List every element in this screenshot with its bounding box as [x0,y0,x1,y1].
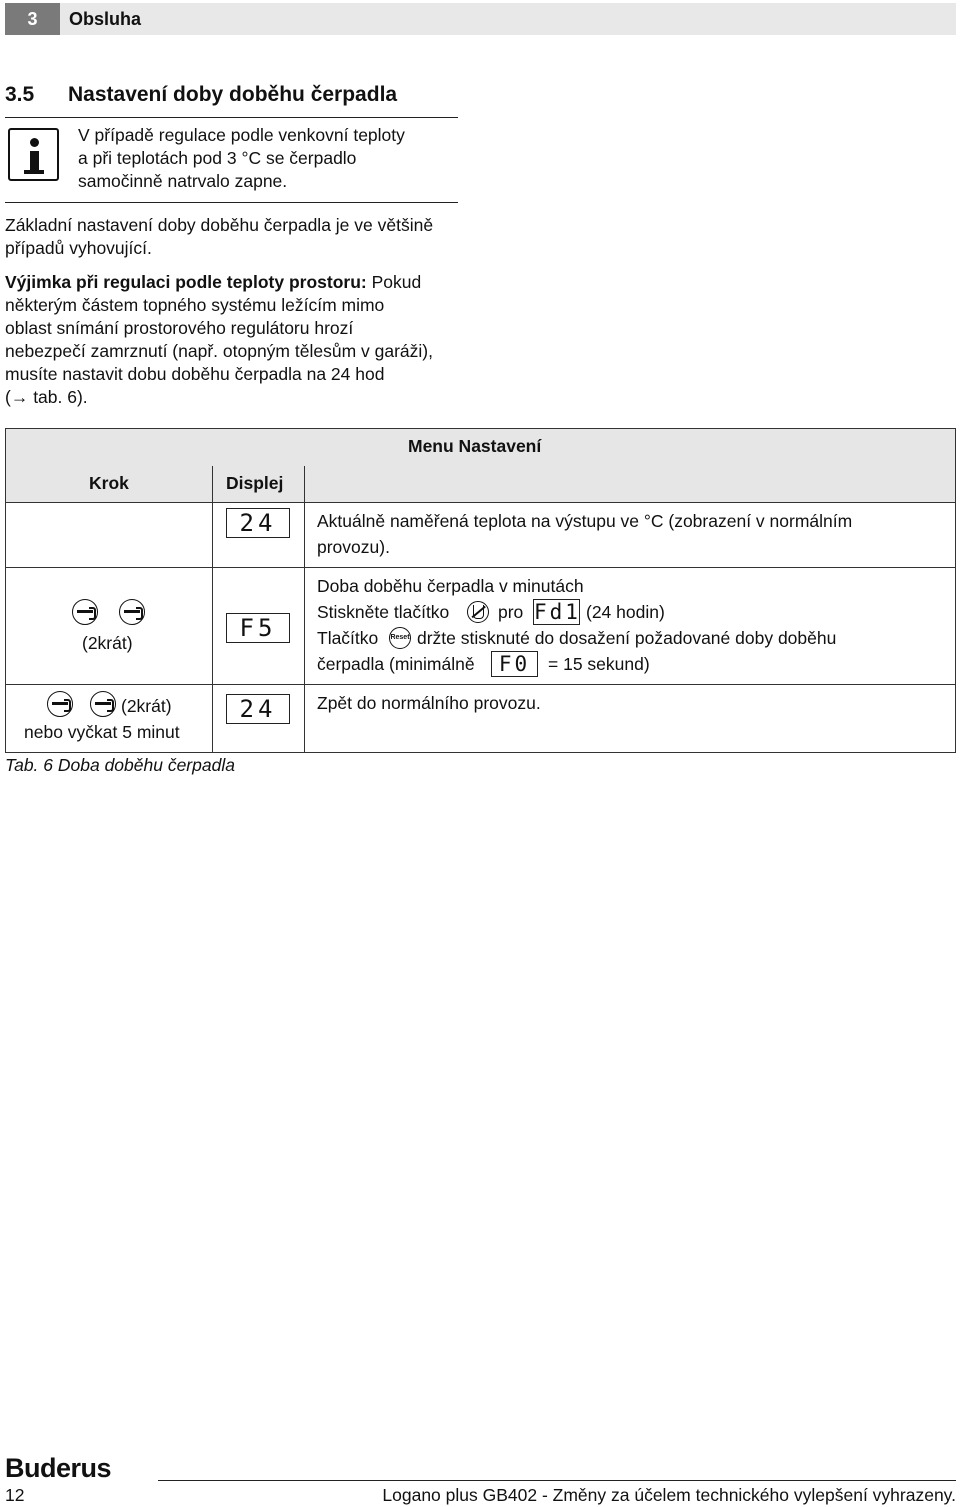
desc-text: (24 hodin) [586,602,665,622]
desc-text: Stiskněte tlačítko [317,602,450,622]
info-icon [8,128,59,181]
section-title: Nastavení doby doběhu čerpadla [68,83,398,106]
footer-text: Logano plus GB402 - Změny za účelem technického vylepšení vyhrazeny. [382,1485,956,1505]
divider [5,202,458,203]
page-number: 12 [5,1485,25,1505]
group-header: Menu Nastavení [408,436,542,456]
paragraph-text: Pokud [371,272,422,292]
info-line: a při teplotách pod 3 °C se čerpadlo [78,148,357,168]
table-header-desc [304,466,956,503]
lcd-display: 24 [226,694,290,724]
paragraph-line: případů vyhovující. [5,238,152,258]
table-row [5,567,213,685]
table-row [5,502,213,568]
wrench-button-icon [47,691,73,717]
table-header-step [5,466,213,503]
paragraph-line: oblast snímání prostorového regulátoru hrozí [5,318,354,338]
paragraph-line: Základní nastavení doby doběhu čerpadla je ve většině [5,215,434,235]
footer-divider [158,1480,956,1481]
desc-text: Tlačítko [317,628,379,648]
desc-text: = 15 sekund) [548,654,650,674]
display-cell [212,684,305,753]
paragraph-line: nebezpečí zamrznutí (např. otopným tělesům v garáži), [5,341,433,361]
col-display-label: Displej [226,473,284,493]
chapter-title: Obsluha [69,9,142,29]
desc-line: Zpět do normálního provozu. [317,693,541,713]
paragraph-line [5,271,421,294]
display-cell [212,567,305,685]
paragraph-line: některým částem topného systému ležícím mimo [5,295,385,315]
info-line: samočinně natrvalo zapne. [78,171,288,191]
display-cell [212,502,305,568]
desc-cell [304,502,956,568]
desc-text: pro [498,602,524,622]
desc-text: držte stisknuté do dosažení požadované doby doběhu [417,628,837,648]
info-line: V případě regulace podle venkovní teploty [78,125,405,145]
paragraph-line: (→ tab. 6). [5,387,88,407]
table-row [5,684,213,753]
step-note: nebo vyčkat 5 minut [24,722,180,742]
wrench-button-icon [90,691,116,717]
chapter-number: 3 [5,3,60,35]
desc-line: Aktuálně naměřená teplota na výstupu ve °C (zobrazení v normálním [317,511,853,531]
desc-line [317,599,449,625]
pump-runtime-table [5,428,956,753]
lcd-inline: Fd1 [534,600,581,624]
table-group-header-cell [5,428,956,466]
desc-text: čerpadla (minimálně [317,654,475,674]
desc-line: Doba doběhu čerpadla v minutách [317,576,584,596]
section-number: 3.5 [5,83,35,106]
col-step-label: Krok [89,473,129,493]
desc-cell [304,684,956,753]
desc-cell [304,567,956,685]
step-note: (2krát) [121,696,172,716]
lcd-display: F5 [226,613,290,643]
table-header-display [212,466,305,503]
desc-line: provozu). [317,537,390,557]
wrench-button-icon [72,599,98,625]
reset-button-icon: Reset [389,627,411,649]
lcd-display: 24 [226,508,290,538]
buderus-logo: Buderus [5,1453,112,1483]
paragraph-line: musíte nastavit dobu doběhu čerpadla na 24 hod [5,364,385,384]
step-note: (2krát) [82,633,133,653]
chapter-header [5,3,956,35]
table-caption: Tab. 6 Doba doběhu čerpadla [5,755,235,775]
bold-lead: Výjimka při regulaci podle teploty prostoru: [5,272,367,292]
wrench-button-icon [119,599,145,625]
chimney-sweep-icon [467,601,489,623]
lcd-inline: F0 [491,651,538,677]
divider [5,117,458,118]
